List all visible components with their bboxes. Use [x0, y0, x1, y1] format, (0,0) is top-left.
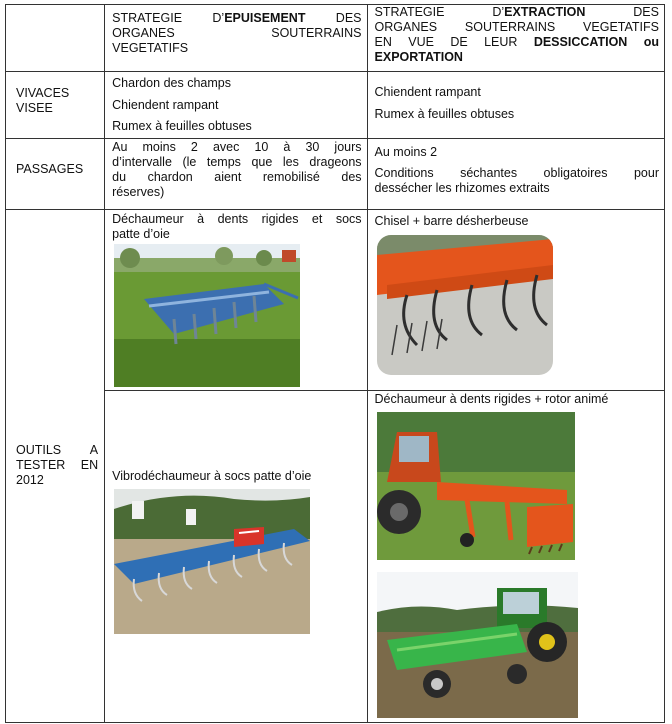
passages-text-line: dessécher les rhizomes extraits	[374, 180, 550, 195]
header-epuisement-line3: VEGETATIFS	[112, 41, 189, 55]
vivaces-row	[6, 72, 665, 139]
passages-text-line: Au moins 2 avec 10 à 30 jours	[112, 139, 362, 154]
vivaces-label-cell	[6, 72, 105, 139]
header-epuisement-line2: ORGANES SOUTERRAINS	[112, 26, 362, 40]
header-extraction-line3: EN VUE DE LEUR	[374, 35, 534, 49]
header-epuisement	[105, 5, 367, 72]
passages-label-cell	[6, 138, 105, 209]
cultivator-field-photo	[114, 244, 300, 387]
tool-caption: patte d’oie	[112, 226, 170, 241]
tool-caption: Déchaumeur à dents rigides + rotor animé	[374, 391, 609, 406]
outils-label-line1: OUTILS A	[16, 443, 99, 457]
vivace-item: Rumex à feuilles obtuses	[112, 119, 252, 133]
outils-label-line2: TESTER EN	[16, 458, 99, 472]
tool-cell-1	[105, 209, 367, 390]
header-extraction	[367, 5, 664, 72]
tool-caption: Vibrodéchaumeur à socs patte d’oie	[112, 468, 312, 483]
passages-min-count: Au moins 2	[374, 144, 438, 159]
vivaces-label-line2: VISEE	[16, 101, 53, 115]
tool-cell-3	[105, 390, 367, 722]
tool-cell-2	[367, 209, 664, 390]
header-extraction-bold: EXTRACTION	[504, 5, 586, 19]
passages-row	[6, 138, 665, 209]
header-extraction-prefix: STRATEGIE D’	[374, 5, 505, 19]
passages-text-line: réserves)	[112, 184, 165, 199]
passages-label: PASSAGES	[16, 161, 84, 176]
vivace-item: Rumex à feuilles obtuses	[374, 106, 515, 121]
outils-label-cell	[6, 209, 105, 722]
strategy-table	[5, 4, 665, 723]
tractor-rotor-photo	[377, 412, 575, 560]
tool-cell-4	[367, 390, 664, 722]
outils-row-1	[6, 209, 665, 390]
passages-text-line: Conditions séchantes obligatoires pour	[374, 165, 659, 180]
vivaces-epuisement-cell	[105, 72, 367, 139]
vivaces-extraction-cell	[367, 72, 664, 139]
header-extraction-exportation: EXPORTATION	[374, 50, 463, 64]
passages-text-line: du chardon aient remobilisé des	[112, 169, 362, 184]
tool-caption: Chisel + barre désherbeuse	[374, 213, 529, 228]
header-empty-cell	[6, 5, 105, 72]
passages-extraction-cell	[367, 138, 664, 209]
outils-label-line3: 2012	[16, 473, 44, 487]
passages-text-line: d’intervalle (le temps que les drageons	[112, 154, 362, 169]
outils-row-2	[6, 390, 665, 722]
green-harrow-tractor-photo	[377, 572, 578, 718]
vivaces-label-line1: VIVACES	[16, 86, 70, 100]
vibro-cultivator-photo	[114, 489, 310, 634]
header-epuisement-suffix: DES	[305, 11, 362, 25]
vivace-item: Chardon des champs	[112, 76, 231, 90]
header-extraction-dessiccation: DESSICCATION ou	[533, 35, 659, 49]
chisel-harrow-photo	[377, 235, 553, 375]
header-row	[6, 5, 665, 72]
header-epuisement-prefix: STRATEGIE D’	[112, 11, 225, 25]
header-extraction-line2: ORGANES SOUTERRAINS VEGETATIFS	[374, 20, 659, 34]
tool-caption: Déchaumeur à dents rigides et socs	[112, 211, 362, 226]
vivace-item: Chiendent rampant	[112, 97, 219, 112]
vivace-item: Chiendent rampant	[374, 85, 481, 99]
header-extraction-suffix: DES	[585, 5, 659, 19]
passages-epuisement-cell	[105, 138, 367, 209]
header-epuisement-bold: EPUISEMENT	[224, 11, 306, 25]
